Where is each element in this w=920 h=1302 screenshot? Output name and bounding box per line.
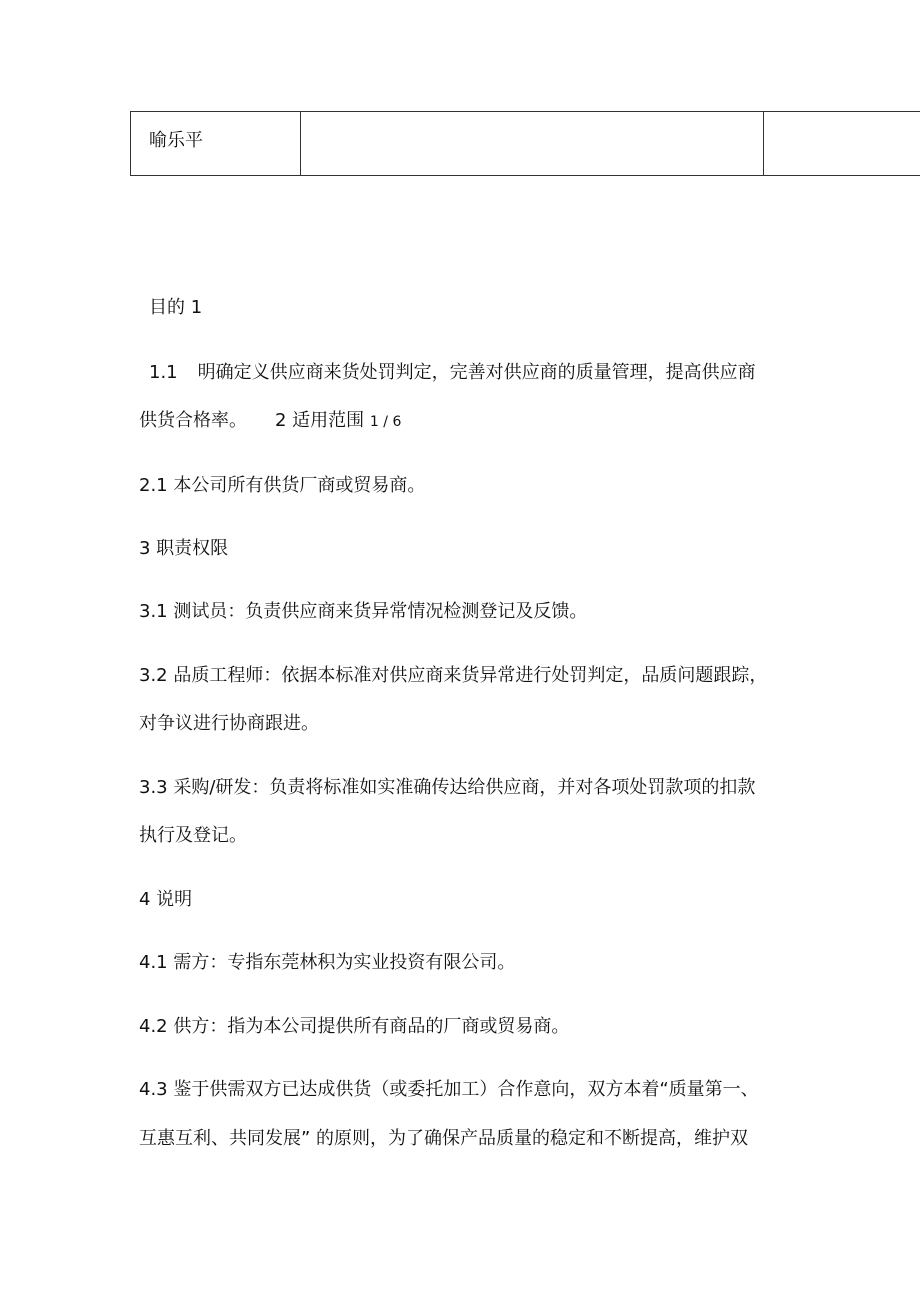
header-cell-name <box>131 112 301 176</box>
page-number: 1 / 6 <box>369 414 402 430</box>
paragraph-1-1-number: 1.1 <box>149 362 178 383</box>
paragraph-1-1-cont-text: 供货合格率。 <box>139 410 247 431</box>
paragraph-1-1 <box>149 361 756 385</box>
paragraph-1-1-text: 明确定义供应商来货处罚判定，完善对供应商的质量管理，提高供应商 <box>197 362 756 383</box>
paragraph-3-1: 3.1 测试员：负责供应商来货异常情况检测登记及反馈。 <box>139 601 588 622</box>
paragraph-3-3: 3.3 采购/研发：负责将标准如实准确传达给供应商，并对各项处罚款项的扣款 <box>139 777 756 798</box>
paragraph-4-2: 4.2 供方：指为本公司提供所有商品的厂商或贸易商。 <box>139 1016 570 1037</box>
paragraph-4-1: 4.1 需方：专指东莞林积为实业投资有限公司。 <box>139 952 516 973</box>
section-1-heading: 目的 1 <box>149 297 203 318</box>
section-2-heading: 2 适用范围 <box>275 410 365 431</box>
header-table-row <box>131 112 920 176</box>
header-cell-empty-right <box>764 112 920 176</box>
header-cell-empty <box>301 112 764 176</box>
paragraph-4-3-continued: 互惠互利、共同发展” 的原则，为了确保产品质量的稳定和不断提高，维护双 <box>139 1128 749 1149</box>
header-cell-name-text: 喻乐平 <box>149 130 203 151</box>
header-cell-empty-text <box>301 112 763 126</box>
paragraph-3-3-continued: 执行及登记。 <box>139 825 247 846</box>
paragraph-2-1: 2.1 本公司所有供货厂商或贸易商。 <box>139 475 426 496</box>
header-table <box>130 111 920 176</box>
paragraph-3-2-continued: 对争议进行协商跟进。 <box>139 713 319 734</box>
paragraph-3-2: 3.2 品质工程师：依据本标准对供应商来货异常进行处罚判定，品质问题跟踪， <box>139 665 768 686</box>
section-3-heading: 3 职责权限 <box>139 538 229 559</box>
paragraph-1-1-continued <box>139 409 401 434</box>
section-4-heading: 4 说明 <box>139 889 193 910</box>
header-cell-empty-right-text <box>764 112 920 126</box>
paragraph-4-3: 4.3 鉴于供需双方已达成供货（或委托加工）合作意向，双方本着“质量第一、 <box>139 1079 759 1100</box>
